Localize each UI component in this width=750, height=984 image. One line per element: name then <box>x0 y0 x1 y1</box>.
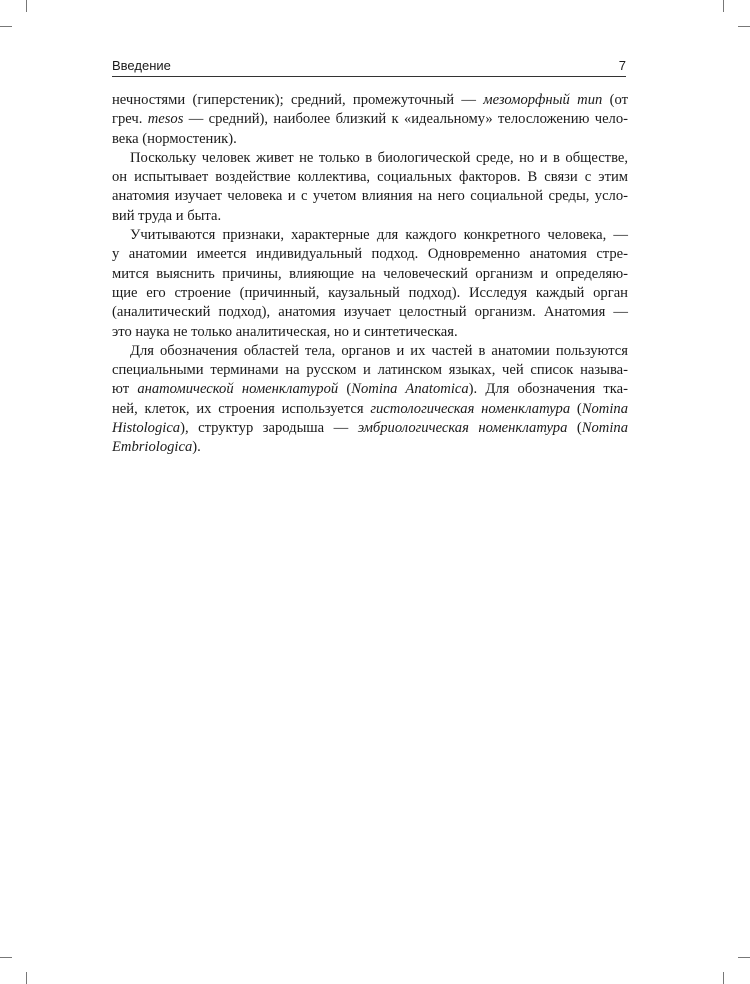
crop-mark-top-left <box>0 26 12 27</box>
text-line <box>112 400 628 419</box>
text-line: он испытывает воздействие коллектива, социальных факторов. В связи с этим <box>112 169 628 186</box>
paragraph-1 <box>112 91 628 149</box>
section-title: Введение <box>112 58 171 73</box>
text-line: века (нормостеник). <box>112 130 237 147</box>
text-line: специальными терминами на русском и латинском языках, чей список называ- <box>112 362 628 379</box>
text-line <box>112 438 628 457</box>
crop-mark-bottom-right-v <box>723 972 724 984</box>
text-run: (от <box>602 92 628 108</box>
header-rule <box>112 76 626 77</box>
page-number: 7 <box>618 58 626 73</box>
paragraph-2 <box>112 149 628 226</box>
text-run: — средний), наиболее близкий к «идеальному» телосложению чело- <box>183 111 628 128</box>
text-run: ), структур зародыша — <box>180 420 358 437</box>
running-head <box>112 58 626 74</box>
term-italic: гистологическая номенклатура <box>370 400 571 417</box>
latin-term: Nomina <box>581 400 628 417</box>
body-text <box>112 91 628 458</box>
text-run: ней, клеток, их строения используется <box>112 400 371 417</box>
latin-term: Nomina Anatomica <box>351 381 469 398</box>
paragraph-4 <box>112 342 628 458</box>
term-italic: mesos <box>147 111 184 128</box>
text-line: щие его строение (причинный, каузальный подход). Исследуя каждый орган <box>112 284 628 301</box>
text-line: мится выяснить причины, влияющие на человеческий организм и определяю- <box>112 265 628 282</box>
latin-term: Histologica <box>112 420 181 437</box>
text-line: вий труда и быта. <box>112 207 222 224</box>
text-run: нечностями (гиперстеник); средний, промежуточный — <box>112 92 484 108</box>
crop-mark-bottom-left <box>0 957 12 958</box>
text-run: ( <box>338 381 352 398</box>
text-line: Поскольку человек живет не только в биологической среде, но и в обществе, <box>130 149 628 166</box>
text-run: ют <box>112 381 138 398</box>
text-line <box>112 419 628 438</box>
crop-mark-top-right <box>738 26 750 27</box>
text-line <box>112 110 628 129</box>
term-italic: мезоморфный тип <box>483 92 603 108</box>
text-line: это наука не только аналитическая, но и синтетическая. <box>112 323 458 340</box>
crop-mark-top-left-v <box>26 0 27 12</box>
term-italic: анатомической номенклатурой <box>137 381 339 398</box>
crop-mark-bottom-left-v <box>26 972 27 984</box>
text-run: ). Для обозначения тка- <box>468 381 628 398</box>
paragraph-3 <box>112 226 628 342</box>
crop-mark-top-right-v <box>723 0 724 12</box>
text-line: анатомия изучает человека и с учетом влияния на него социальной среды, усло- <box>112 188 628 205</box>
text-run: ( <box>567 420 582 437</box>
text-line <box>112 380 628 399</box>
text-run: ). <box>192 439 201 456</box>
term-italic: эмбриологическая номенклатура <box>357 420 568 437</box>
latin-term: Embriologica <box>112 439 193 456</box>
crop-mark-bottom-right <box>738 957 750 958</box>
text-run: ( <box>570 400 582 417</box>
text-line: Учитываются признаки, характерные для каждого конкретного человека, — <box>130 227 628 244</box>
text-run: греч. <box>112 111 148 128</box>
latin-term: Nomina <box>581 420 628 437</box>
text-line <box>112 91 628 110</box>
text-line: (аналитический подход), анатомия изучает целостный организм. Анатомия — <box>112 304 628 321</box>
text-line: Для обозначения областей тела, органов и их частей в анатомии пользуются <box>130 342 628 359</box>
text-line: у анатомии имеется индивидуальный подход. Одновременно анатомия стре- <box>112 246 628 263</box>
